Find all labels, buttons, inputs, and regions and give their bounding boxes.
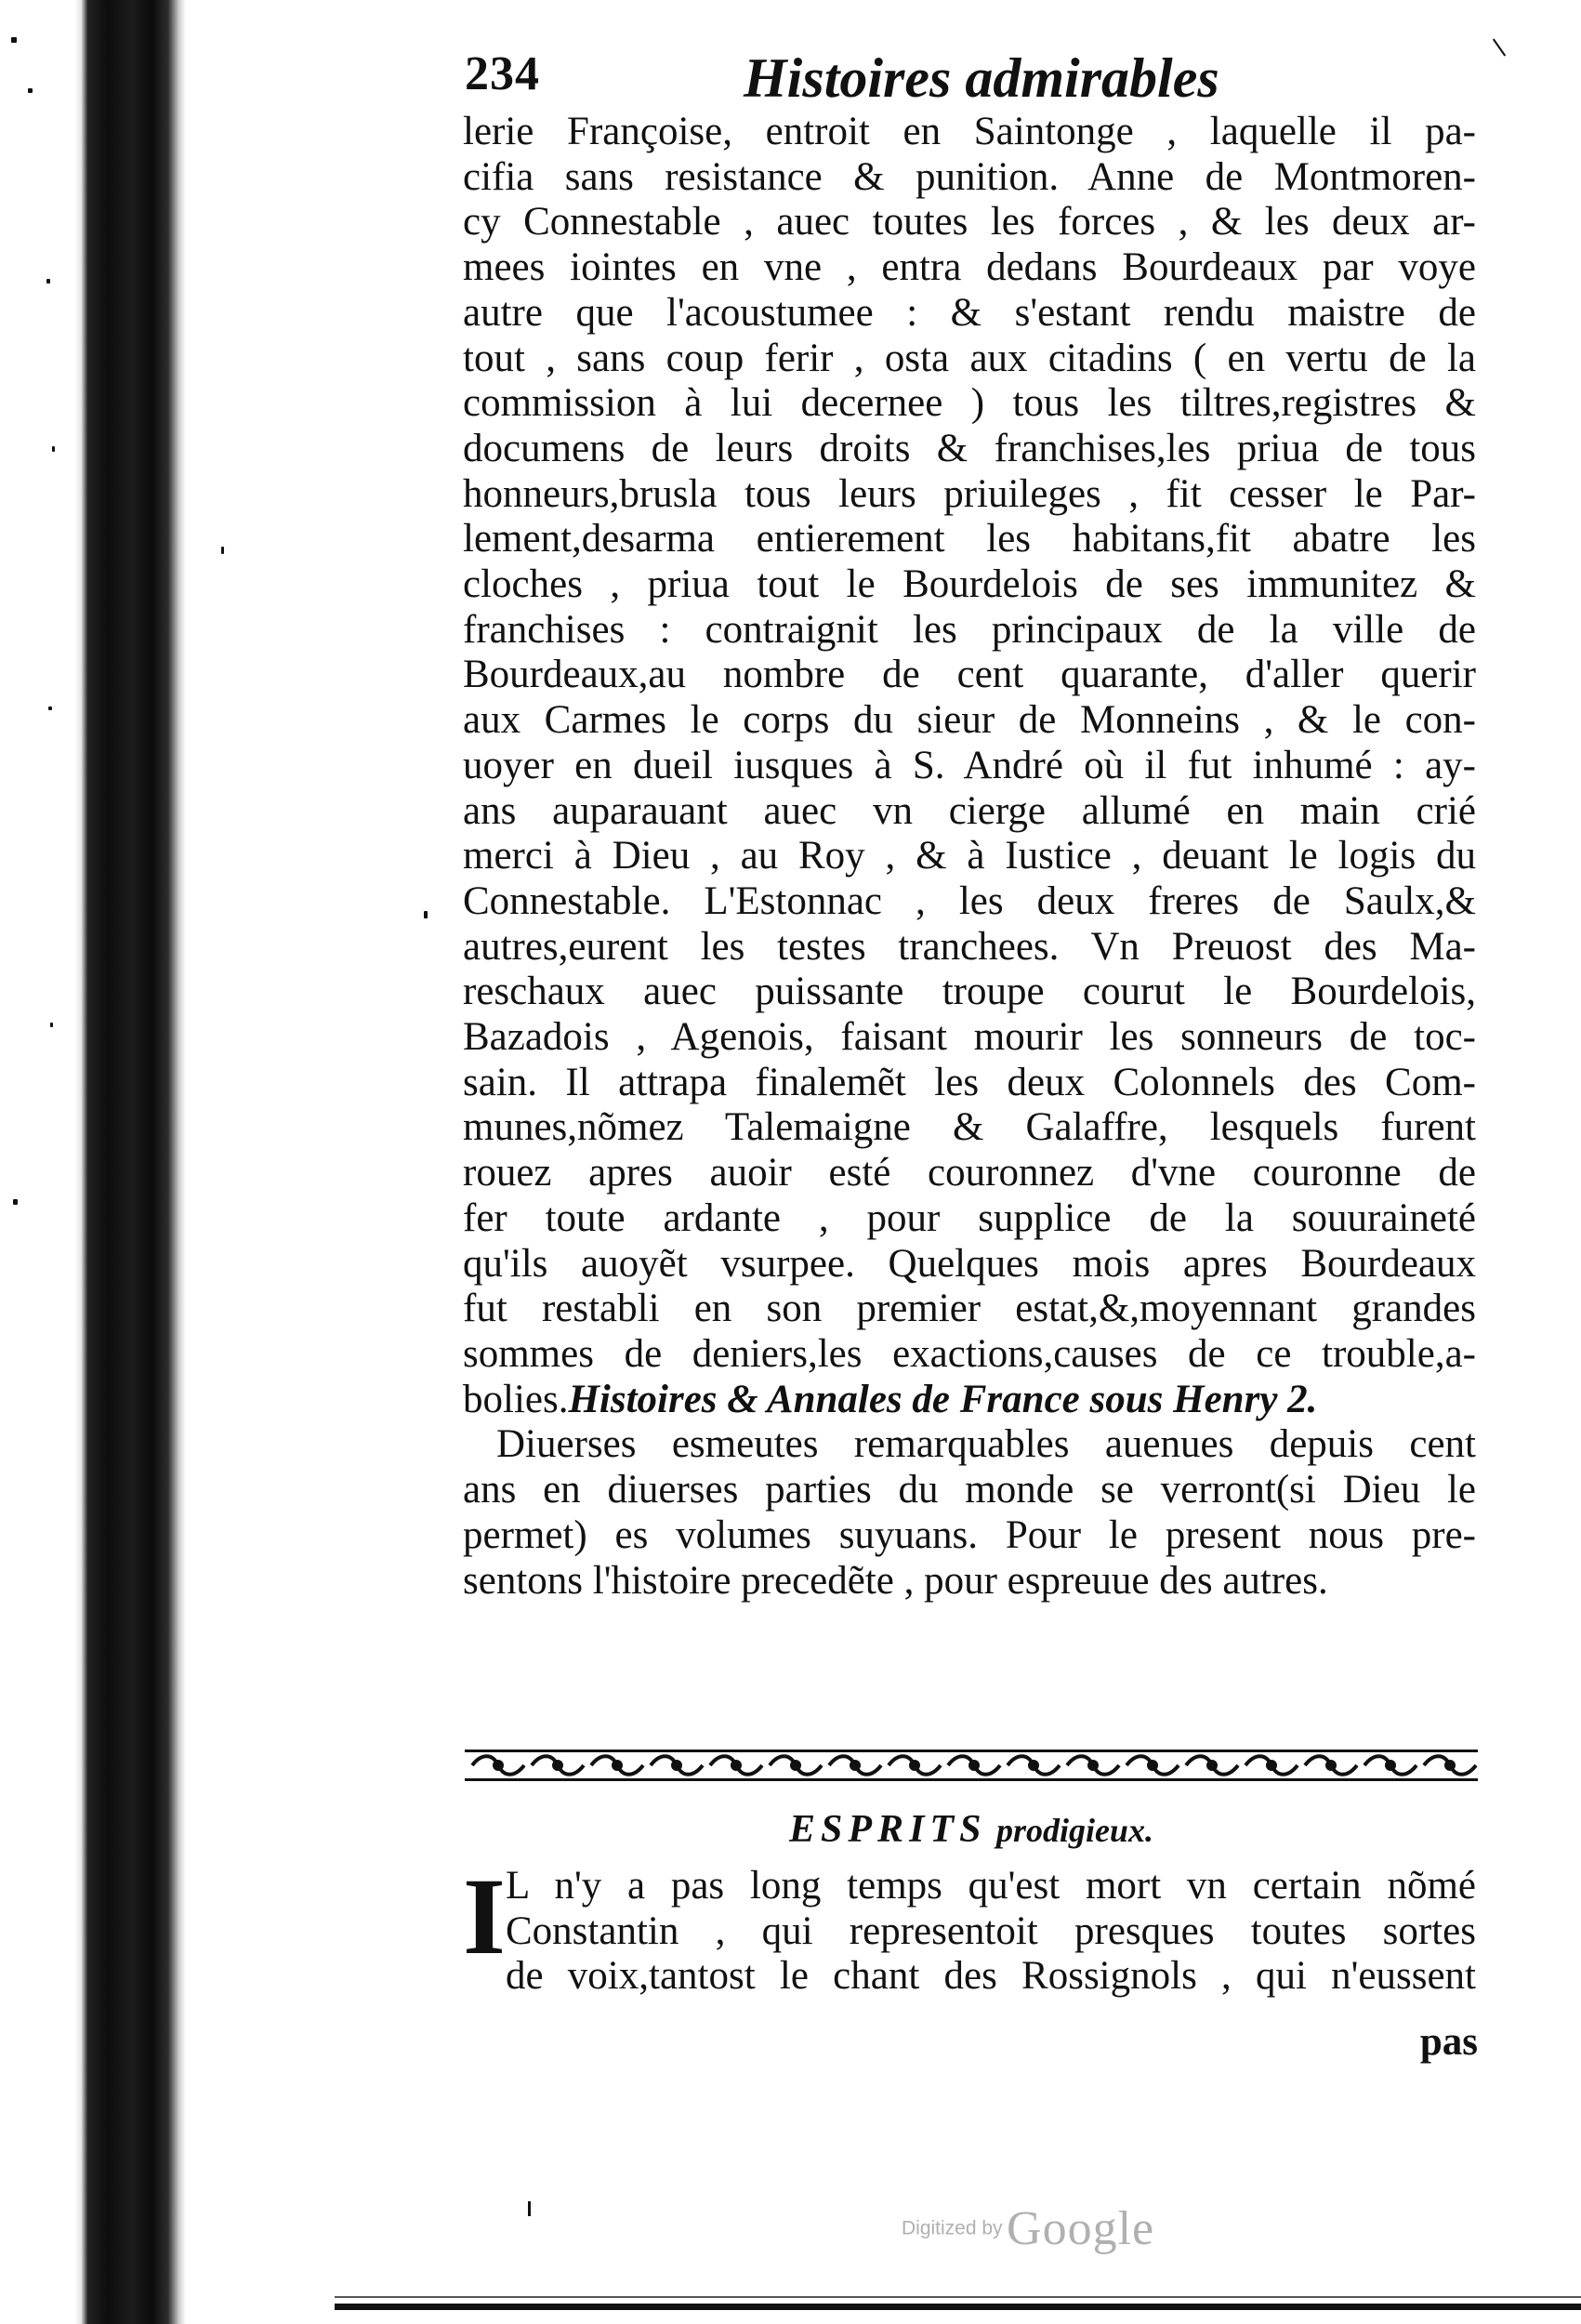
- text-line: lement,desarma entierement les habitans,fit abatre les: [463, 517, 1476, 561]
- main-text: [463, 110, 1476, 1604]
- binding-speck: [50, 1023, 53, 1027]
- ornament-dot: [1089, 1762, 1097, 1769]
- bottom-edge-thin: [335, 2296, 1581, 2298]
- watermark-prefix: Digitized by: [902, 2217, 1003, 2239]
- binding-speck: [48, 706, 52, 710]
- running-title: Histoires admirables: [744, 47, 1219, 109]
- watermark-brand: Google: [1007, 2202, 1155, 2255]
- text-line: cifia sans resistance & punition. Anne de Montmoren-: [463, 154, 1476, 199]
- ornament-dot: [554, 1762, 561, 1769]
- text-line: Bazadois , Agenois, faisant mourir les sonneurs de toc-: [463, 1015, 1476, 1060]
- text-line: honneurs,brusla tous leurs priuileges , fit cesser le Par-: [463, 471, 1476, 516]
- citation-line: [463, 1378, 1476, 1423]
- text-line: commission à lui decernee ) tous les tiltres,registres &: [463, 381, 1476, 426]
- section-heading-rest: prodigieux.: [995, 1812, 1153, 1849]
- ornament-dot: [673, 1762, 680, 1769]
- section-text: [463, 1855, 1476, 2000]
- ornament-dot: [494, 1762, 502, 1769]
- text-line: autre que l'acoustumee : & s'estant rendu maistre de: [463, 290, 1476, 335]
- text-line: aux Carmes le corps du sieur de Monneins , & le con-: [463, 698, 1476, 743]
- page-number: 234: [465, 47, 540, 100]
- ornament-dot: [970, 1762, 978, 1769]
- text-line: fer toute ardante , pour supplice de la souuraineté: [463, 1195, 1476, 1240]
- text-line: qu'ils auoyẽt vsurpee. Quelques mois apres Bourdeaux: [463, 1241, 1476, 1286]
- text-line: Diuerses esmeutes remarquables auenues depuis cent: [496, 1422, 1476, 1467]
- binding-speck: [28, 88, 33, 93]
- catchword: pas: [1419, 2020, 1478, 2064]
- ornament-dot: [1387, 1762, 1394, 1769]
- text-line: lerie Françoise, entroit en Saintonge , laquelle il pa-: [463, 110, 1476, 153]
- text-line: autres,eurent les testes tranchees. Vn Preuost des Ma-: [463, 924, 1476, 969]
- text-line: fut restabli en son premier estat,&,moyennant grandes: [463, 1287, 1476, 1331]
- text-line: Bourdeaux,au nombre de cent quarante, d'aller querir: [463, 653, 1476, 697]
- text-line: munes,nõmez Talemaigne & Galaffre, lesquels furent: [463, 1105, 1476, 1150]
- text-line: franchises : contraignit les principaux de la ville de: [463, 607, 1476, 652]
- binding-speck: [52, 446, 55, 452]
- digitized-watermark: [902, 2201, 1154, 2256]
- text-line: mees iointes en vne , entra dedans Bourdeaux par voye: [463, 245, 1476, 290]
- ornament-dot: [792, 1762, 799, 1769]
- text-line: cloches , priua tout le Bourdelois de ses immunitez &: [463, 562, 1476, 607]
- ornament-dot: [1149, 1762, 1156, 1769]
- binding-speck: [46, 279, 50, 284]
- text-line: merci à Dieu , au Roy , & à Iustice , deuant le logis du: [463, 834, 1476, 878]
- ornament-dot: [1030, 1762, 1037, 1769]
- binding-edge: [74, 0, 186, 2324]
- text-line: sentons l'histoire precedẽte , pour espreuue des autres.: [463, 1558, 1328, 1603]
- text-line: Constantin , qui representoit presques toutes sortes: [506, 1908, 1476, 1953]
- text-line: documens de leurs droits & franchises,les priua de tous: [463, 426, 1476, 470]
- text-line: tout , sans coup ferir , osta aux citadins ( en vertu de la: [463, 336, 1476, 380]
- ornament-dot: [732, 1762, 740, 1769]
- text-line: sain. Il attrapa finalemẽt les deux Colonnels des Com-: [463, 1060, 1476, 1104]
- ornament-dot: [1268, 1762, 1275, 1769]
- text-line: L n'y a pas long temps qu'est mort vn certain nõmé: [506, 1864, 1476, 1908]
- stray-mark: [528, 2201, 531, 2216]
- text-line: Connestable. L'Estonnac , les deux freres de Saulx,&: [463, 878, 1476, 923]
- drop-cap: I: [463, 1855, 506, 1977]
- ornament-dot: [1446, 1762, 1454, 1769]
- text-line: reschaux auec puissante troupe courut le Bourdelois,: [463, 970, 1476, 1014]
- bottom-edge: [335, 2304, 1581, 2310]
- text-line: cy Connestable , auec toutes les forces , & les deux ar-: [463, 200, 1476, 244]
- ornament-dot: [851, 1762, 859, 1769]
- binding-speck: [11, 37, 17, 43]
- ornamental-divider: [465, 1746, 1478, 1785]
- text-fragment: bolies.: [463, 1377, 569, 1421]
- ornament-dot: [911, 1762, 918, 1769]
- text-line: de voix,tantost le chant des Rossignols , qui n'eussent: [506, 1954, 1476, 1999]
- binding-speck: [424, 911, 428, 918]
- section-heading: [465, 1807, 1478, 1852]
- text-line: permet) es volumes suyuans. Pour le present nous pre-: [463, 1512, 1476, 1557]
- text-line: uoyer en dueil iusques à S. André où il fut inhumé : ay-: [463, 743, 1476, 787]
- ornament-band: [465, 1746, 1478, 1785]
- section-heading-caps: ESPRITS: [789, 1808, 987, 1851]
- corner-mark: [1493, 38, 1506, 56]
- text-line: sommes de deniers,les exactions,causes de ce trouble,a-: [463, 1331, 1476, 1376]
- text-line: rouez apres auoir esté couronnez d'vne couronne de: [463, 1151, 1476, 1195]
- citation: Histoires & Annales de France sous Henry 2.: [568, 1377, 1318, 1421]
- binding-speck: [221, 547, 224, 554]
- ornament-dot: [613, 1762, 621, 1769]
- ornament-dot: [1327, 1762, 1335, 1769]
- text-line: ans auparauant auec vn cierge allumé en main crié: [463, 788, 1476, 833]
- text-line: ans en diuerses parties du monde se verront(si Dieu le: [463, 1468, 1476, 1512]
- binding-speck: [13, 1199, 18, 1205]
- ornament-dot: [1208, 1762, 1216, 1769]
